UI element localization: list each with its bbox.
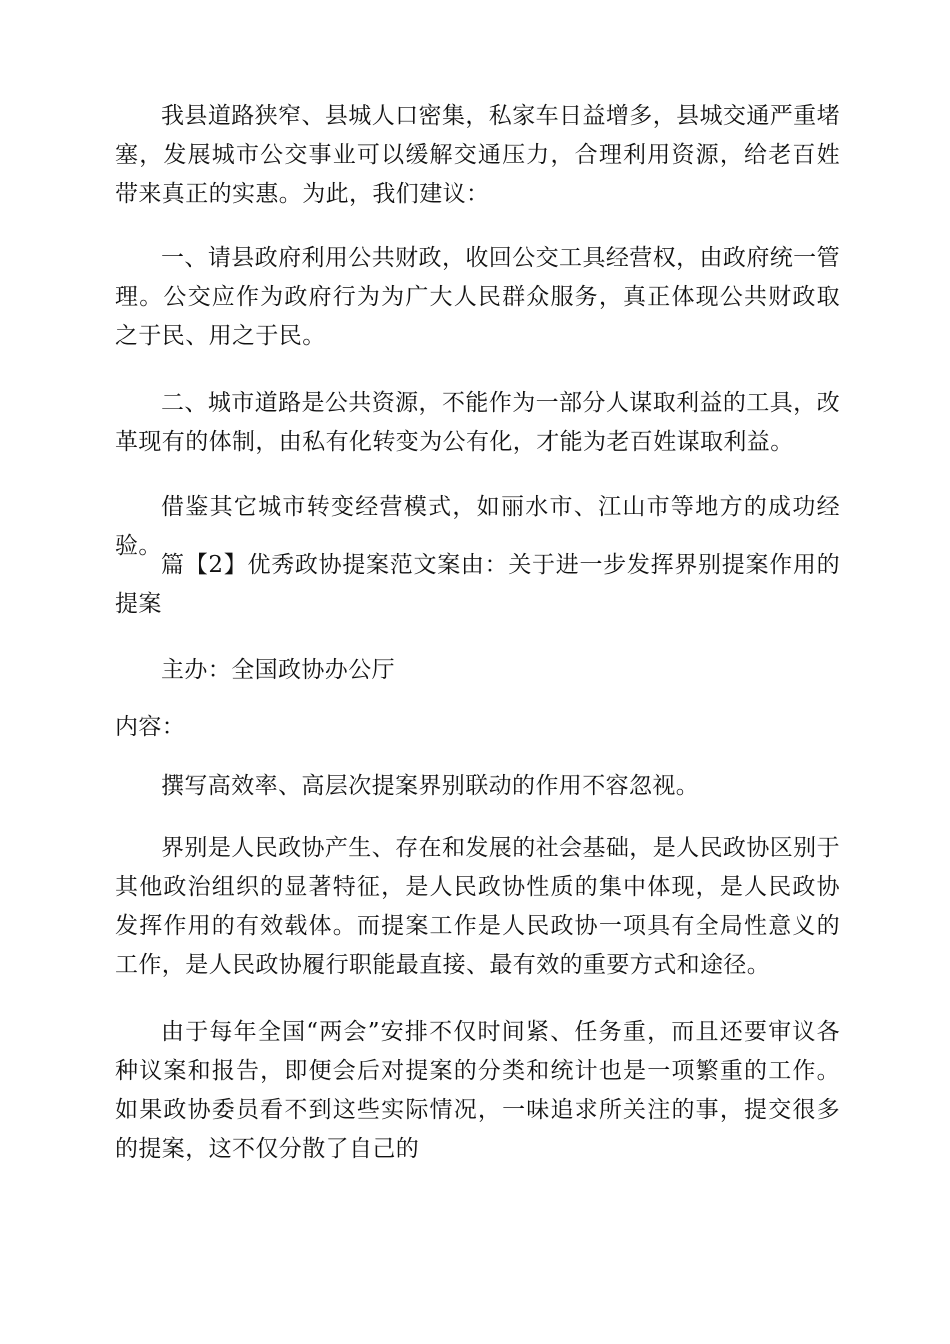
- paragraph-sector-basis: 界别是人民政协产生、存在和发展的社会基础，是人民政协区别于其他政治组织的显著特征，是人民政协性质的集中体现，是人民政协发挥作用的有效载体。而提案工作是人民政协一项具有全局性意义的工作，是人民政协履行职能最直接、最有效的重要方式和途径。: [115, 835, 840, 978]
- paragraph-sector-linkage: 撰写高效率、高层次提案界别联动的作用不容忽视。: [161, 773, 700, 799]
- section-heading-proposal-2: 篇【2】优秀政协提案范文案由：关于进一步发挥界别提案作用的提案: [115, 552, 840, 617]
- paragraph-suggestion-two: 二、城市道路是公共资源，不能作为一部分人谋取利益的工具，改革现有的体制，由私有化转变为公有化，才能为老百姓谋取利益。: [115, 390, 840, 455]
- paragraph-traffic-intro: 我县道路狭窄、县城人口密集，私家车日益增多，县城交通严重堵塞，发展城市公交事业可以缓解交通压力，合理利用资源，给老百姓带来真正的实惠。为此，我们建议：: [115, 103, 840, 207]
- paragraph-reference-experience: 借鉴其它城市转变经营模式，如丽水市、江山市等地方的成功经验。: [115, 494, 840, 559]
- paragraph-suggestion-one: 一、请县政府利用公共财政，收回公交工具经营权，由政府统一管理。公交应作为政府行为为广大人民群众服务，真正体现公共财政取之于民、用之于民。: [115, 245, 840, 349]
- paragraph-two-sessions: 由于每年全国“两会”安排不仅时间紧、任务重，而且还要审议各种议案和报告，即便会后对提案的分类和统计也是一项繁重的工作。如果政协委员看不到这些实际情况，一味追求所关注的事，提交很多的提案，这不仅分散了自己的: [115, 1019, 840, 1162]
- content-label: 内容：: [115, 714, 186, 740]
- sponsor-line: 主办：全国政协办公厅: [161, 657, 395, 683]
